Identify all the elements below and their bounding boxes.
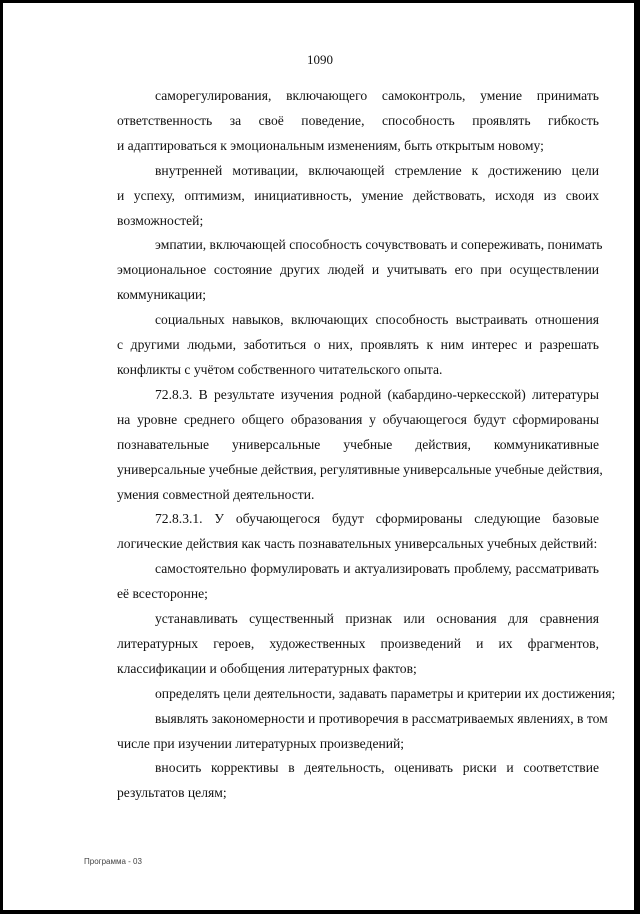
- paragraph-p7: [79, 557, 599, 607]
- text-line: возможностей;: [117, 212, 204, 228]
- text-line: социальных навыков, включающих способность выстраивать отношения: [155, 312, 599, 328]
- text-line: результатов целям;: [117, 785, 227, 801]
- page-frame-right: [634, 0, 640, 914]
- text-line: устанавливать существенный признак или основания для сравнения: [155, 611, 599, 627]
- text-line: конфликты с учётом собственного читательского опыта.: [117, 361, 443, 377]
- text-line: и адаптироваться к эмоциональным изменениям, быть открытым новому;: [117, 137, 544, 153]
- page-footer: Программа - 03: [84, 857, 142, 866]
- text-line: коммуникации;: [117, 287, 207, 303]
- text-line: литературных героев, художественных произведений и их фрагментов,: [117, 635, 599, 651]
- page-frame-top: [0, 0, 640, 3]
- paragraph-p3: [79, 233, 603, 308]
- page-number: 1090: [307, 52, 333, 67]
- paragraph-p11: [79, 756, 599, 806]
- paragraph-p1: [79, 84, 599, 159]
- text-line: её всесторонне;: [117, 586, 208, 602]
- text-line: числе при изучении литературных произведений;: [117, 735, 405, 751]
- text-line: выявлять закономерности и противоречия в рассматриваемых явлениях, в том: [155, 710, 608, 726]
- text-line: умения совместной деятельности.: [117, 486, 315, 502]
- document-body: [79, 84, 616, 806]
- page-frame-left: [0, 0, 3, 914]
- text-line: познавательные универсальные учебные действия, коммуникативные: [117, 436, 599, 452]
- text-line: эмпатии, включающей способность сочувствовать и сопереживать, понимать: [155, 237, 603, 253]
- text-line: внутренней мотивации, включающей стремление к достижению цели: [155, 162, 599, 178]
- text-line: на уровне среднего общего образования у обучающегося будут сформированы: [117, 411, 599, 427]
- text-line: саморегулирования, включающего самоконтроль, умение принимать: [155, 88, 599, 103]
- paragraph-p6: [79, 507, 599, 557]
- paragraph-p2: [79, 159, 599, 234]
- text-line: и успеху, оптимизм, инициативность, умение действовать, исходя из своих: [117, 187, 599, 203]
- paragraph-p5: [79, 383, 603, 508]
- paragraph-p10: [79, 707, 608, 757]
- text-line: ответственность за своё поведение, способность проявлять гибкость: [117, 112, 599, 128]
- text-line: эмоциональное состояние других людей и учитывать его при осуществлении: [117, 262, 599, 278]
- text-line: самостоятельно формулировать и актуализировать проблему, рассматривать: [155, 561, 599, 577]
- text-line: универсальные учебные действия, регулятивные универсальные учебные действия,: [117, 461, 603, 477]
- text-line: определять цели деятельности, задавать параметры и критерии их достижения;: [155, 685, 616, 701]
- text-line: вносить коррективы в деятельность, оценивать риски и соответствие: [155, 760, 599, 776]
- paragraph-p8: [79, 607, 599, 682]
- text-line: 72.8.3.1. У обучающегося будут сформированы следующие базовые: [155, 511, 599, 527]
- text-line: с другими людьми, заботиться о них, проявлять к ним интерес и разрешать: [117, 337, 599, 353]
- text-line: 72.8.3. В результате изучения родной (кабардино-черкесской) литературы: [155, 386, 599, 402]
- page-frame-bottom: [0, 910, 640, 914]
- text-line: логические действия как часть познавательных универсальных учебных действий:: [117, 536, 598, 552]
- text-line: классификации и обобщения литературных фактов;: [117, 660, 417, 676]
- paragraph-p9: [79, 682, 616, 707]
- paragraph-p4: [79, 308, 599, 383]
